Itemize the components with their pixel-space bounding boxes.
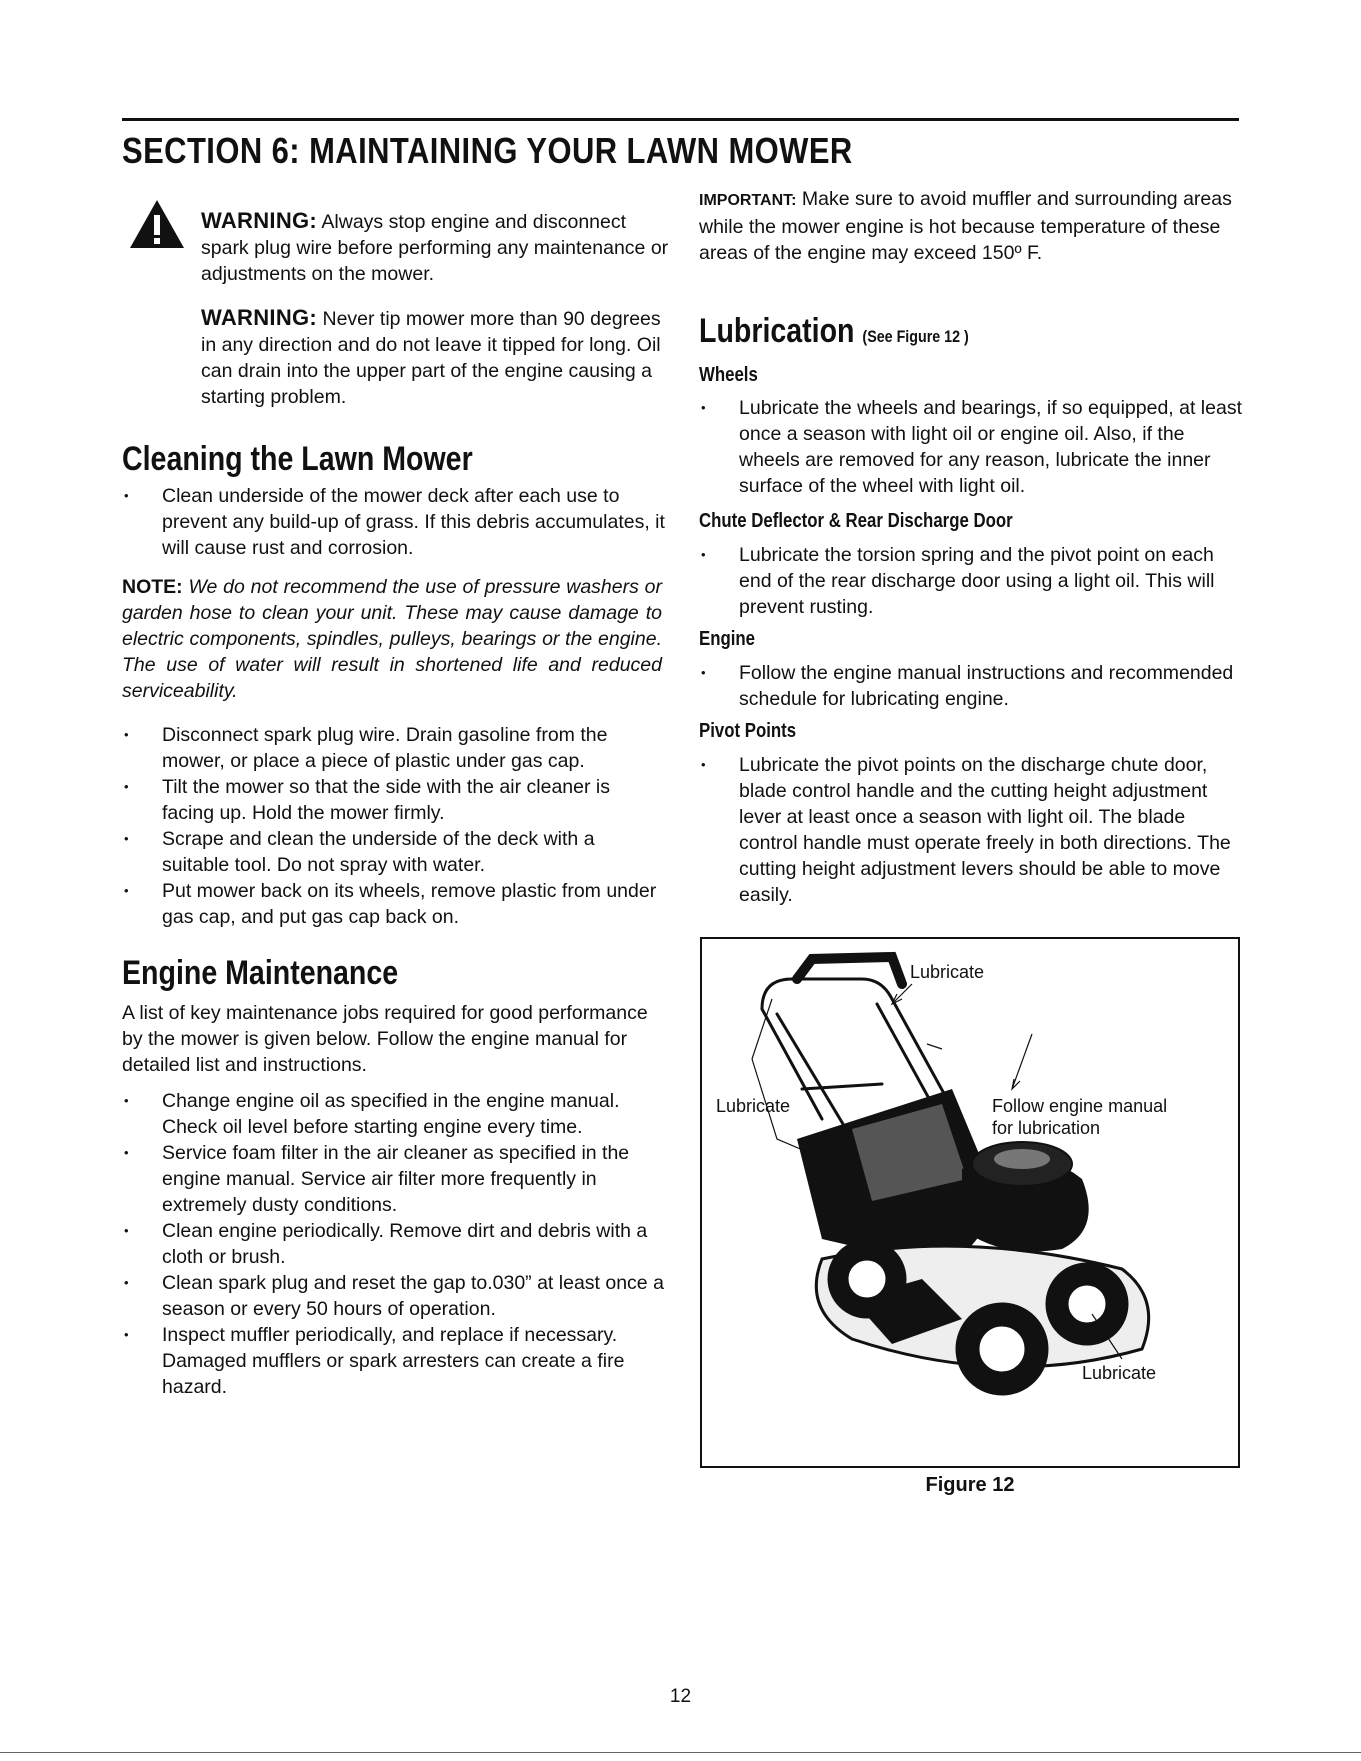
engine-intro (122, 1000, 662, 1078)
cleaning-heading: Cleaning the Lawn Mower (122, 440, 473, 478)
pivot-heading-wrap (699, 720, 815, 743)
wheels-list (699, 395, 1244, 499)
figure-12 (700, 937, 1240, 1468)
engine-maintenance-heading: Engine Maintenance (122, 954, 399, 992)
figure-label-top: Lubricate (910, 962, 985, 982)
bottom-rule (0, 1752, 1361, 1753)
list-item: • Clean underside of the mower deck after each use to prevent any build-up of grass. If this debris accumulates, it will cause rust and corrosion. (122, 483, 667, 561)
top-rule (122, 118, 1239, 121)
engine-heading-wrap (122, 954, 451, 993)
list-item: • Clean spark plug and reset the gap to.030” at least once a season or every 50 hours of operation. (122, 1270, 667, 1322)
figure-caption: Figure 12 (925, 1474, 1015, 1496)
list-item: • Clean engine periodically. Remove dirt and debris with a cloth or brush. (122, 1218, 667, 1270)
warning-triangle-icon (128, 198, 186, 250)
cleaning-bullet (122, 483, 667, 561)
pivot-heading: Pivot Points (699, 720, 797, 742)
list-item: • Service foam filter in the air cleaner as specified in the engine manual. Service air filter more frequently in extremely dusty conditions. (122, 1140, 667, 1218)
wheels-heading-wrap (699, 364, 769, 387)
warning-2 (201, 305, 671, 410)
list-item: • Change engine oil as specified in the engine manual. Check oil level before starting engine every time. (122, 1088, 667, 1140)
lawn-mower-illustration (702, 939, 1238, 1466)
important-label: IMPORTANT: (699, 192, 797, 209)
list-item: • Lubricate the pivot points on the discharge chute door, blade control handle and the cutting height adjustment lever at least once a season with light oil. The blade control handle must operate freely in both directions. The cutting height adjustment levers should be able to move easily. (699, 752, 1244, 908)
engine-intro-text: A list of key maintenance jobs required for good performance by the mower is given below. Follow the engine manual for detailed list and instructions. (122, 1002, 648, 1076)
list-item: • Scrape and clean the underside of the deck with a suitable tool. Do not spray with water. (122, 826, 667, 878)
figure-label-left: Lubricate (716, 1096, 791, 1116)
list-item: • Tilt the mower so that the side with the air cleaner is facing up. Hold the mower firmly. (122, 774, 667, 826)
important-text: Make sure to avoid muffler and surrounding areas while the mower engine is hot because temperature of these areas of the engine may exceed 150º F. (699, 188, 1232, 264)
warning-1-label: WARNING: (201, 208, 318, 233)
note-text: We do not recommend the use of pressure washers or garden hose to clean your unit. These may cause damage to electric components, spindles, pulleys, bearings or the engine. The use of water will result in shortened life and reduced serviceability. (122, 576, 662, 702)
engine-lube-heading: Engine (699, 628, 756, 650)
warning-2-text: Never tip mower more than 90 degrees in any direction and do not leave it tipped for long. Oil can drain into the upper part of the engine causing a starting problem. (201, 308, 661, 408)
engine-lube-heading-wrap (699, 628, 766, 651)
lubrication-heading-wrap (699, 312, 1020, 351)
warning-2-label: WARNING: (201, 305, 318, 330)
chute-heading: Chute Deflector & Rear Discharge Door (699, 510, 1013, 532)
engine-lube-list (699, 660, 1244, 712)
important-note (699, 186, 1239, 266)
engine-items (122, 1088, 667, 1400)
section-title: SECTION 6: MAINTAINING YOUR LAWN MOWER (122, 130, 853, 171)
wheels-heading: Wheels (699, 364, 758, 386)
list-item: • Put mower back on its wheels, remove plastic from under gas cap, and put gas cap back on. (122, 878, 667, 930)
chute-list (699, 542, 1244, 620)
cleaning-heading-wrap (122, 440, 539, 479)
figure-label-engine: Follow engine manual for lubrication (992, 1096, 1168, 1138)
page-number: 12 (669, 1686, 692, 1707)
pivot-list (699, 752, 1244, 908)
list-item: • Disconnect spark plug wire. Drain gasoline from the mower, or place a piece of plastic under gas cap. (122, 722, 667, 774)
list-item: • Inspect muffler periodically, and replace if necessary. Damaged mufflers or spark arresters can create a fire hazard. (122, 1322, 667, 1400)
cleaning-note (122, 574, 662, 704)
note-label: NOTE: (122, 576, 183, 598)
list-item: • Lubricate the torsion spring and the pivot point on each end of the rear discharge door using a light oil. This will prevent rusting. (699, 542, 1244, 620)
list-item: • Lubricate the wheels and bearings, if so equipped, at least once a season with light oil or engine oil. Also, if the wheels are removed for any reason, lubricate the inner surface of the wheel with light oil. (699, 395, 1244, 499)
figure-label-bottom: Lubricate (1082, 1363, 1157, 1383)
cleaning-steps (122, 722, 667, 930)
warning-1 (201, 208, 671, 287)
warning-1-text: Always stop engine and disconnect spark plug wire before performing any maintenance or adjustments on the mower. (201, 211, 669, 285)
list-item: • Follow the engine manual instructions and recommended schedule for lubricating engine. (699, 660, 1244, 712)
lubrication-heading-note: (See Figure 12 ) (862, 327, 969, 346)
chute-heading-wrap (699, 510, 1072, 533)
lubrication-heading: Lubrication (See Figure 12 ) (699, 312, 969, 350)
